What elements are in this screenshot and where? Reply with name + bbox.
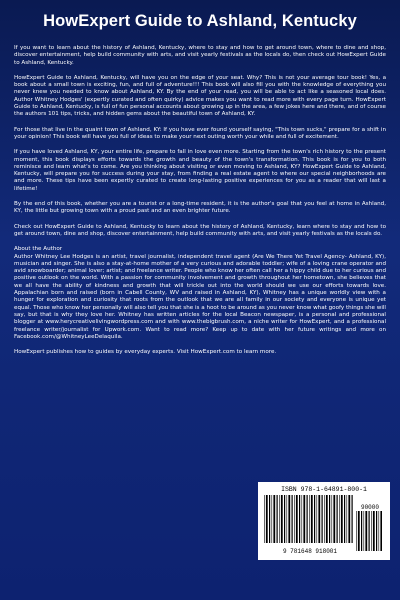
publisher-line: HowExpert publishes how to guides by everyday experts. Visit HowExpert.com to learn more. (14, 349, 277, 356)
intro-paragraph: If you want to learn about the history of Ashland, Kentucky, where to stay and how to get around town, where to dine and shop, discover entertainment, help build community with arts, and visit yearly festivals as the locals do, then check out HowExpert Guide to Ashland, Kentucky. (14, 45, 386, 66)
visitors-paragraph: If you have loved Ashland, KY, your entire life, prepare to fall in love even more. Starting from the town's rich history to the present moment, this book displays efforts towards the growth and beauty of the town's transformation. This book is for you to both reminisce and learn what's to come. Are you thinking about visiting or even moving to Ashland, KY? HowExpert Guide to Ashland, Kentucky, will prepare you for success during your stay, from finding a real estate agent to where our special neighborhoods are and more. These tips have been expertly curated to create long-lasting positive experiences for you as a reader that will last a lifetime! (14, 149, 386, 192)
book-title: HowExpert Guide to Ashland, Kentucky (43, 12, 357, 30)
barcode-bars (264, 495, 354, 543)
description-paragraph: HowExpert Guide to Ashland, Kentucky, will have you on the edge of your seat. Why? This is not your average tour book! Yes, a book about a small town is exciting, fun, and full of adventure!!! This book will also fill you with the knowledge of everything you never knew you needed to know about Ashland, KY. By the end of your read, you will be able to act like a seasoned local does. Author Whitney Hodges' (expertly curated and often quirky) advice makes you want to read more with every page turn. HowExpert Guide to Ashland, Kentucky, is full of fun personal accounts about growing up in the area, a few jokes here and there, and of course the authors 101 tips, tricks, and hidden gems about the beautiful town of Ashland, KY. (14, 74, 386, 118)
goal-paragraph: By the end of this book, whether you are a tourist or a long-time resident, it is the author's goal that you feel at home in Ashland, KY, the little but growing town with a proud past and an even brighter future. (14, 201, 386, 215)
price-barcode-bars (356, 511, 382, 551)
barcode (258, 482, 390, 560)
barcode-digits: 9 781648 918001 (282, 548, 337, 555)
about-author-paragraph: About the Author Author Whitney Lee Hodges is an artist, travel journalist, independent travel agent (Are We There Yet Travel Agency- Ashland, KY), musician and singer. She is also a stay-at-home mother of a very curious and adorable toddler; wife of a loving crane operator and avid snowboarder; animal lover; artist; and freelance writer. People who know her often call her a hippy child due to her curious and positive outlook on the world. With a passion for community involvement and growth throughout her hometown, she believes that we all have the ability of kindness and growth that will trickle out into the world should we use our efforts towards love. Appalachian born and raised (born in Cabell County, WV and raised in Ashland, KY), Whitney has a unique worldly view with a hunger for exploration and curiosity that roots from the outlook that we are all family in our society and everyone is unique yet equal. Those who know her personally will also tell you that she is a hoot to be around as you never know what goofy things she will say, but that is why they love her. Whitney has written articles for the local Beacon newspaper, is a personal and professional blogger at www.herycreativelivingwordpress.com and with www.thebigbrush.com, a niche writer for HowExpert, and a professional freelance writer/journalist for Upwork.com. Want to read more? Keep up to date with her future writings and more on Facebook.com/@WhitneyLeeDelaquila. (14, 246, 386, 340)
price-code: 90000 (360, 504, 379, 511)
locals-paragraph: For those that live in the quaint town of Ashland, KY: If you have ever found yourself saying, "This town sucks," prepare for a shift in your opinion! This book will have you full of ideas to make your next outing worth your while and full of excitement. (14, 126, 386, 140)
summary-paragraph: Check out HowExpert Guide to Ashland, Kentucky to learn about the history of Ashland, Kentucky, learn where to stay and how to get around town, dine and shop, discover entertainment, help build community with arts, and visit yearly festivals as the locals do. (14, 223, 386, 237)
isbn-text: ISBN 978-1-64891-800-1 (281, 486, 367, 493)
